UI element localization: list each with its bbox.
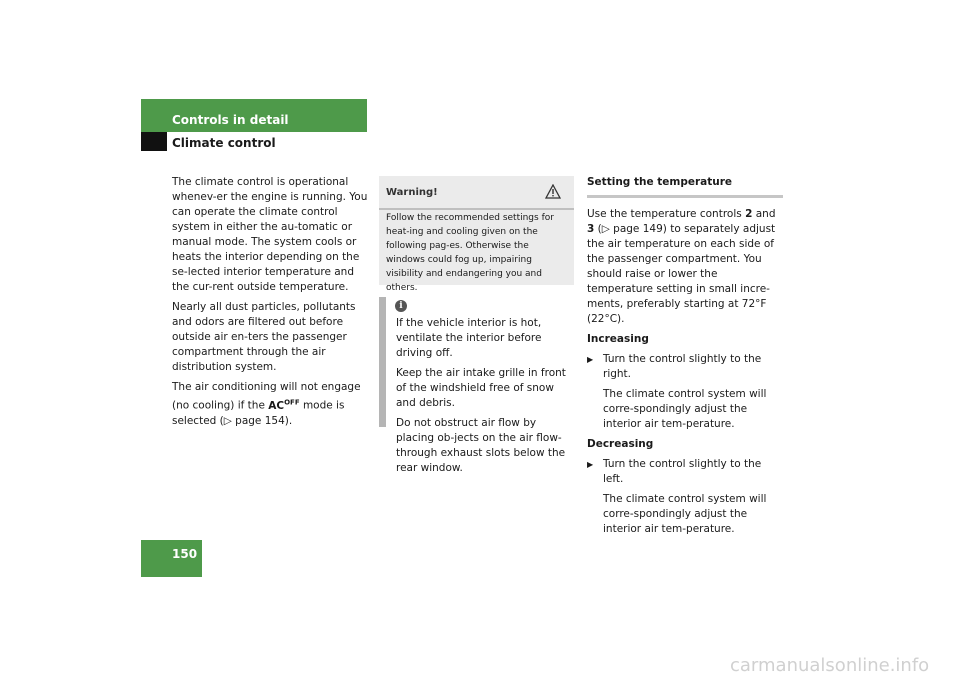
warning-title: Warning! — [386, 187, 438, 198]
temperature-paragraph: Use the temperature controls 2 and 3 (▷ page 149) to separately adjust the air temperature on each side of the passenger compartment. You should raise or lower the temperature setting in small incre-ments, preferably starting at 72°F (22°C). — [587, 208, 776, 325]
intro-paragraph-3 — [172, 380, 370, 429]
subheader-marker — [141, 132, 167, 151]
increasing-heading: Increasing — [587, 333, 649, 345]
temperature-page-ref: (▷ page 149) to separately adjust the air temperature on each side of the passenger compartment. You should raise or lower the temperature setting in small incre-ments, preferably starting at 72°F (22°C). — [587, 223, 776, 325]
info-paragraph-3: Do not obstruct air flow by placing ob-jects on the air flow-through exhaust slots below the rear window. — [396, 417, 566, 474]
info-icon: i — [395, 300, 407, 312]
arrow-right-icon: ▶ — [587, 355, 594, 364]
section-title: Controls in detail — [172, 113, 289, 127]
control-2-label: 2 — [745, 208, 753, 220]
arrow-right-icon: ▶ — [587, 460, 594, 469]
warning-triangle-icon — [545, 184, 561, 203]
intro-paragraph-1: The climate control is operational whenev-er the engine is running. You can operate the climate control system in either the au-tomatic or manual mode. The system cools or heats the interior depending on the se-lected interior temperature and the cur-rent outside temperature. — [172, 176, 368, 293]
decreasing-result: The climate control system will corre-spondingly adjust the interior air tem-perature. — [603, 493, 767, 535]
watermark: carmanualsonline.info — [730, 655, 930, 676]
page-number: 150 — [172, 547, 198, 561]
temperature-column — [587, 175, 783, 542]
ac-text-before: The air conditioning will not engage (no cooling) if the — [172, 381, 361, 412]
decreasing-step: ▶ Turn the control slightly to the left. — [587, 458, 762, 485]
ac-off-label: $AC^{OFF}$ — [268, 398, 300, 412]
info-paragraph-2: Keep the air intake grille in front of the windshield free of snow and debris. — [396, 367, 566, 409]
decreasing-heading: Decreasing — [587, 438, 654, 450]
temperature-heading: Setting the temperature — [587, 176, 733, 188]
subsection-title: Climate control — [172, 136, 276, 150]
increasing-result: The climate control system will corre-spondingly adjust the interior air tem-perature. — [603, 388, 767, 430]
intro-column — [172, 175, 370, 434]
info-text — [396, 316, 576, 481]
increasing-step: ▶ Turn the control slightly to the right. — [587, 353, 762, 380]
intro-paragraph-2: Nearly all dust particles, pollutants and odors are filtered out before outside air en-ters the passenger compartment through the air distribution system. — [172, 301, 356, 373]
heading-divider — [587, 195, 783, 198]
info-paragraph-1: If the vehicle interior is hot, ventilate the interior before driving off. — [396, 317, 542, 359]
control-3-label: 3 — [587, 223, 595, 235]
warning-text: Follow the recommended settings for heat-ing and cooling given on the following pag-es. Otherwise the windows could fog up, impairing visibility and endangering you and others. — [386, 213, 554, 293]
warning-divider — [379, 208, 574, 210]
ac-page-ref[interactable]: mode is selected (▷ page 154). — [172, 399, 345, 427]
info-sidebar — [379, 297, 386, 427]
